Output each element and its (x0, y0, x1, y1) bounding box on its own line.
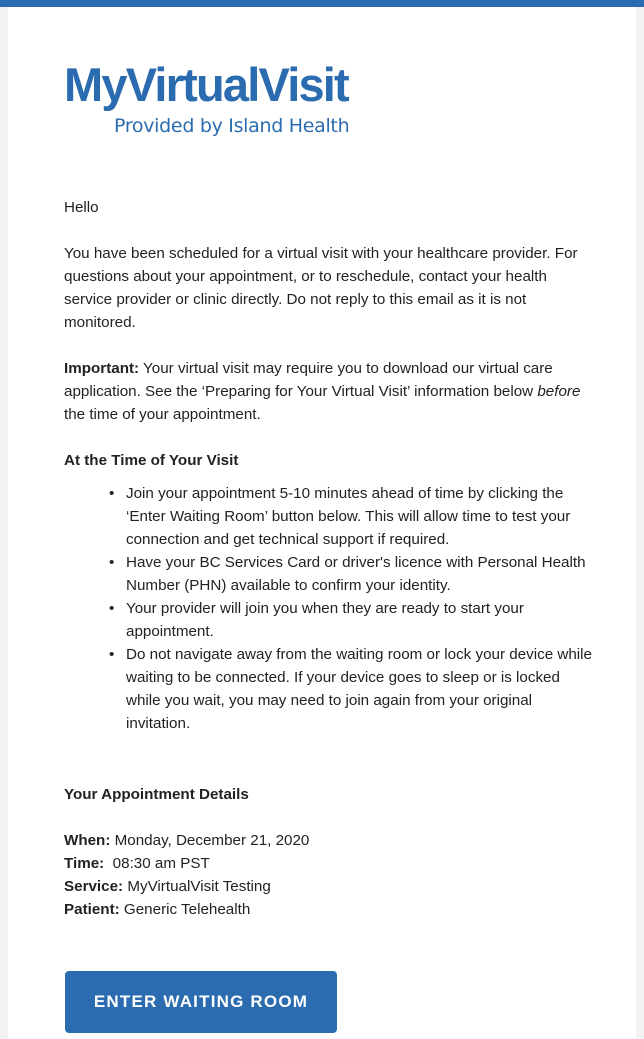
appointment-details-title: Your Appointment Details (64, 786, 249, 803)
important-emphasis: before (537, 383, 581, 400)
service-label: Service: (64, 878, 124, 895)
logo-tagline: Provided by Island Health (114, 115, 350, 137)
email-body (8, 7, 636, 1039)
important-paragraph (64, 357, 594, 426)
bullet-icon: • (109, 646, 115, 663)
when-value: Monday, December 21, 2020 (110, 832, 310, 849)
visit-section-title: At the Time of Your Visit (64, 452, 239, 469)
important-label: Important: (64, 360, 140, 377)
service-value: MyVirtualVisit Testing (123, 878, 271, 895)
list-item (109, 482, 594, 551)
important-text-a: Your virtual visit may require you to download our virtual care application. See the ‘Preparing for Your Virtual Visit’ information below (64, 360, 553, 400)
detail-time (64, 852, 594, 875)
patient-value: Generic Telehealth (119, 901, 251, 918)
list-item-text: Have your BC Services Card or driver's licence with Personal Health Number (PHN) available to confirm your identity. (126, 554, 586, 594)
email-content (64, 196, 594, 921)
detail-when (64, 829, 594, 852)
greeting: Hello (64, 199, 99, 216)
intro-paragraph: You have been scheduled for a virtual visit with your healthcare provider. For questions about your appointment, or to reschedule, contact your health service provider or clinic directly. Do not reply to this email as it is not monitored. (64, 245, 578, 331)
time-label: Time: (64, 855, 105, 872)
enter-waiting-room-button[interactable]: ENTER WAITING ROOM (65, 971, 337, 1033)
detail-service (64, 875, 594, 898)
important-text-b: the time of your appointment. (64, 406, 261, 423)
list-item-text: Join your appointment 5-10 minutes ahead of time by clicking the ‘Enter Waiting Room’ button below. This will allow time to test your connection and get technical support if required. (126, 485, 571, 548)
list-item (109, 597, 594, 643)
list-item (109, 551, 594, 597)
bullet-icon: • (109, 554, 115, 571)
bullet-icon: • (109, 485, 115, 502)
time-value: 08:30 am PST (104, 855, 210, 872)
top-accent-bar (0, 0, 644, 7)
list-item-text: Do not navigate away from the waiting room or lock your device while waiting to be connected. If your device goes to sleep or is locked while you wait, you may need to join again from your original invitation. (126, 646, 592, 732)
visit-instructions-list (64, 482, 594, 735)
list-item-text: Your provider will join you when they are ready to start your appointment. (126, 600, 524, 640)
list-item (109, 643, 594, 735)
detail-patient (64, 898, 594, 921)
patient-label: Patient: (64, 901, 120, 918)
bullet-icon: • (109, 600, 115, 617)
myvirtualvisit-logo (64, 58, 409, 137)
logo-wordmark: MyVirtualVisit (64, 58, 348, 111)
when-label: When: (64, 832, 111, 849)
